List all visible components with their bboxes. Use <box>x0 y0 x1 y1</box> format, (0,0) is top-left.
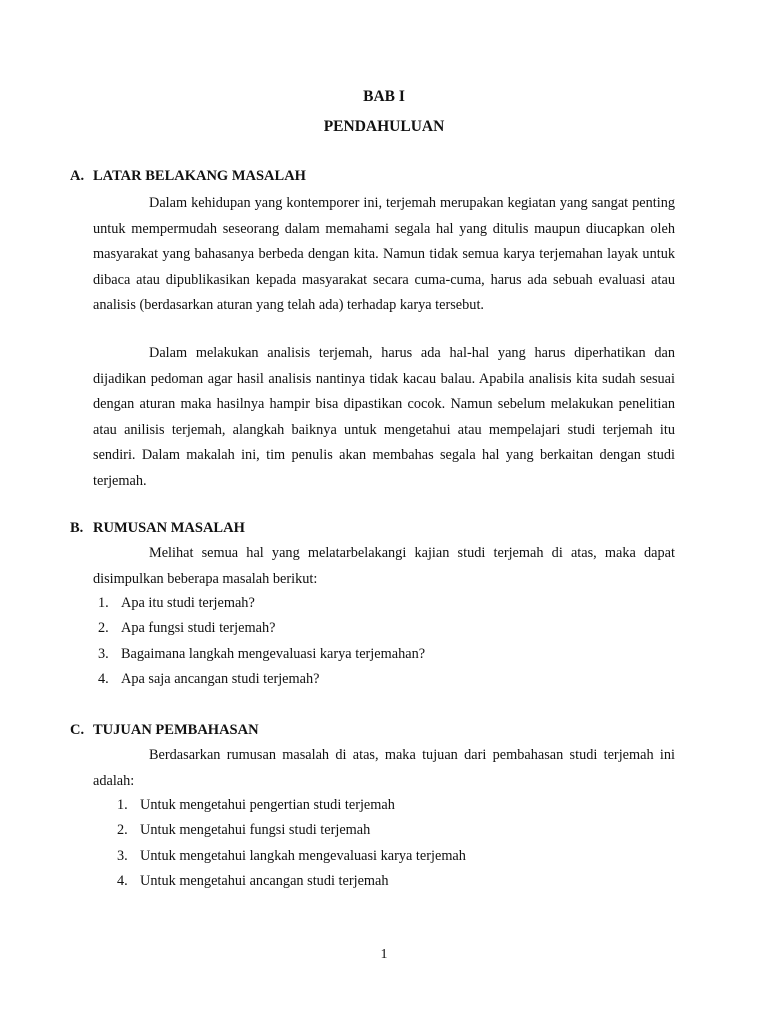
paragraph <box>93 191 675 319</box>
list-number: 3. <box>98 645 109 662</box>
objective-list <box>117 793 466 894</box>
list-number: 3. <box>117 847 128 864</box>
list-item <box>98 616 425 641</box>
list-number: 2. <box>117 822 128 839</box>
section-heading-tujuan-pembahasan <box>70 722 259 739</box>
list-number: 4. <box>117 872 128 889</box>
list-item <box>117 793 466 818</box>
list-item <box>117 844 466 869</box>
section-title: LATAR BELAKANG MASALAH <box>93 168 306 184</box>
paragraph-text: Dalam melakukan analisis terjemah, harus ada hal-hal yang harus diperhatikan dan dijadikan pedoman agar hasil analisis nantinya tidak kacau balau. Apabila analisis kita sudah sesuai dengan aturan maka hasilnya hampir bisa dipastikan cocok. Namun sebelum melakukan penelitian atau anilisis terjemah, alangkah baiknya untuk mengetahui atau mempelajari studi terjemah itu sendiri. Dalam makalah ini, tim penulis akan membahas segala hal yang berkaitan dengan studi terjemah. <box>93 345 675 489</box>
section-letter: C. <box>70 722 85 738</box>
paragraph-text: Dalam kehidupan yang kontemporer ini, terjemah merupakan kegiatan yang sangat penting untuk mempermudah seseorang dalam memahami segala hal yang ditulis maupun diucapkan oleh masyarakat yang bahasanya berbeda dengan kita. Namun tidak semua karya terjemahan layak untuk dibaca atau dipublikasikan kepada masyarakat secara cuma-cuma, harus ada sebuah evaluasi atau analisis (berdasarkan aturan yang telah ada) terhadap karya tersebut. <box>93 195 675 314</box>
list-text: Untuk mengetahui ancangan studi terjemah <box>140 872 389 889</box>
list-number: 1. <box>117 797 128 813</box>
section-title: RUMUSAN MASALAH <box>93 520 245 536</box>
list-item <box>98 667 425 692</box>
list-text: Apa saja ancangan studi terjemah? <box>121 670 320 687</box>
chapter-number: BAB I <box>363 88 405 105</box>
chapter-title: PENDAHULUAN <box>323 118 445 135</box>
section-heading-latar-belakang <box>70 168 306 185</box>
list-item <box>98 642 425 667</box>
section-heading-rumusan-masalah <box>70 520 245 537</box>
paragraph <box>93 743 675 794</box>
paragraph-text: Berdasarkan rumusan masalah di atas, maka tujuan dari pembahasan studi terjemah ini adalah: <box>93 747 675 789</box>
list-text: Apa itu studi terjemah? <box>121 595 255 611</box>
paragraph-text: Melihat semua hal yang melatarbelakangi kajian studi terjemah di atas, maka dapat disimpulkan beberapa masalah berikut: <box>93 545 675 587</box>
paragraph <box>93 541 675 592</box>
section-title: TUJUAN PEMBAHASAN <box>93 722 259 738</box>
section-letter: B. <box>70 520 84 536</box>
list-item <box>117 869 466 894</box>
list-item <box>98 591 425 616</box>
problem-list <box>98 591 425 692</box>
section-letter: A. <box>70 168 85 184</box>
list-item <box>117 818 466 843</box>
list-text: Untuk mengetahui fungsi studi terjemah <box>140 822 371 839</box>
list-text: Bagaimana langkah mengevaluasi karya terjemahan? <box>121 645 426 662</box>
list-text: Apa fungsi studi terjemah? <box>121 620 276 637</box>
list-number: 2. <box>98 620 109 637</box>
list-text: Untuk mengetahui langkah mengevaluasi karya terjemah <box>140 847 466 864</box>
list-number: 1. <box>98 595 109 611</box>
paragraph <box>93 341 675 495</box>
list-number: 4. <box>98 670 109 687</box>
list-text: Untuk mengetahui pengertian studi terjemah <box>140 797 395 813</box>
page-number: 1 <box>380 947 388 962</box>
